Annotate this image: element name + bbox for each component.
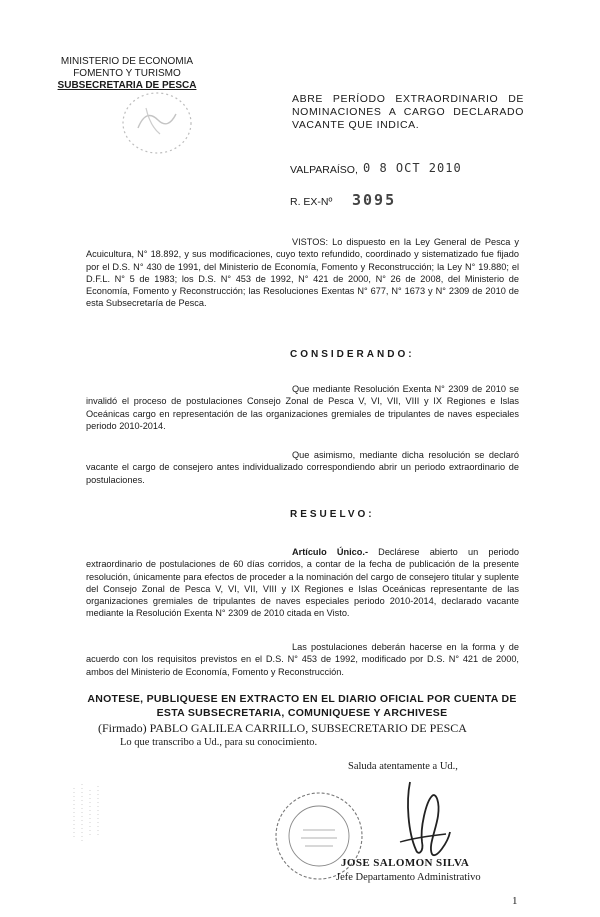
closing-line-1: ANOTESE, PUBLIQUESE EN EXTRACTO EN EL DIARIO OFICIAL POR CUENTA DE (87, 693, 517, 705)
place-label: VALPARAÍSO, (290, 164, 358, 176)
signer-title: Jefe Departamento Administrativo (336, 872, 481, 883)
considerando-heading: CONSIDERANDO: (290, 349, 415, 360)
postulaciones-paragraph: Las postulaciones deberán hacerse en la forma y de acuerdo con los requisitos previstos en el D.S. N° 453 de 1992, modificado por D.S. N° 421 de 2000, ambos del Ministerio de Economía, Fomento y Reconstrucción. (86, 642, 519, 677)
signature (388, 772, 468, 864)
transcribo-line: Lo que transcribo a Ud., para su conocimiento. (120, 737, 318, 748)
vistos-paragraph: VISTOS: Lo dispuesto en la Ley General de Pesca y Acuicultura, N° 18.892, y sus modificaciones, cuyo texto refundido, coordinado y sistematizado fue fijado por el D.S. N° 430 de 1991, del Ministerio de Economía, Fomento y Reconstrucción; la Ley N° 19.880; el D.F.L. N° 5 de 1983; los D.S. N° 453 de 1992, N° 421 de 2000, N° 26 de 2008, del Ministerio de Economía, Fomento y Reconstrucción; las Resoluciones Exentas N° 677, N° 1673 y N° 2309 de 2010 de esta Subsecretaría de Pesca. (86, 237, 519, 309)
articulo-unico-paragraph (86, 546, 519, 620)
firmado-line: (Firmado) PABLO GALILEA CARRILLO, SUBSECRETARIO DE PESCA (98, 721, 467, 735)
ministry-line-2: FOMENTO Y TURISMO (73, 68, 181, 79)
articulo-unico-text: Declárese abierto un periodo extraordinario de postulaciones de 60 días corridos, a contar de la fecha de publicación de la presente resolución, únicamente para efectos de proceder a la nominación del cargo de consejero titular y suplente del Consejo Zonal de Pesca V, VI, VII, VIII y IX Regiones e Islas Oceánicas representante de las organizaciones gremiales de tripulantes de naves especiales periodo 2010-2014, declarado vacante mediante la Resolución Exenta N° 2309 de 2010 citada en Visto. (86, 547, 519, 619)
date-stamp: 0 8 OCT 2010 (363, 161, 462, 175)
saluda-line: Saluda atentamente a Ud., (348, 761, 458, 772)
title-line-3: VACANTE QUE INDICA. (292, 119, 420, 131)
resolution-title (292, 93, 524, 132)
page-number: 1 (512, 895, 518, 907)
ministry-header (52, 56, 202, 92)
resolution-label: R. EX-Nº (290, 196, 333, 208)
closing-block (82, 692, 522, 720)
considerando-paragraph-2: Que asimismo, mediante dicha resolución se declaró vacante el cargo de consejero antes individualizado correspondiendo abrir un periodo extraordinario de postulaciones. (86, 450, 519, 485)
ministry-line-1: MINISTERIO DE ECONOMIA (60, 56, 194, 67)
articulo-unico-label: Artículo Único.- (292, 547, 369, 557)
signer-name: JOSE SALOMON SILVA (341, 857, 470, 869)
title-line-1: ABRE PERÍODO EXTRAORDINARIO DE (292, 93, 524, 105)
ministry-seal (118, 88, 196, 158)
title-line-2: NOMINACIONES A CARGO DECLARADO (292, 106, 524, 118)
resolution-number: 3095 (352, 191, 397, 209)
margin-stamp (64, 780, 110, 846)
closing-line-2: ESTA SUBSECRETARIA, COMUNIQUESE Y ARCHIVESE (156, 707, 448, 719)
resuelvo-heading: RESUELVO: (290, 509, 375, 520)
ministry-line-3: SUBSECRETARIA DE PESCA (57, 80, 197, 91)
considerando-paragraph-1: Que mediante Resolución Exenta N° 2309 de 2010 se invalidó el proceso de postulaciones Consejo Zonal de Pesca V, VI, VII, VIII y IX Regiones e Islas Oceánicas cargo en representación de las organizaciones gremiales de tripulantes de naves especiales periodo 2010-2014. (86, 384, 519, 431)
